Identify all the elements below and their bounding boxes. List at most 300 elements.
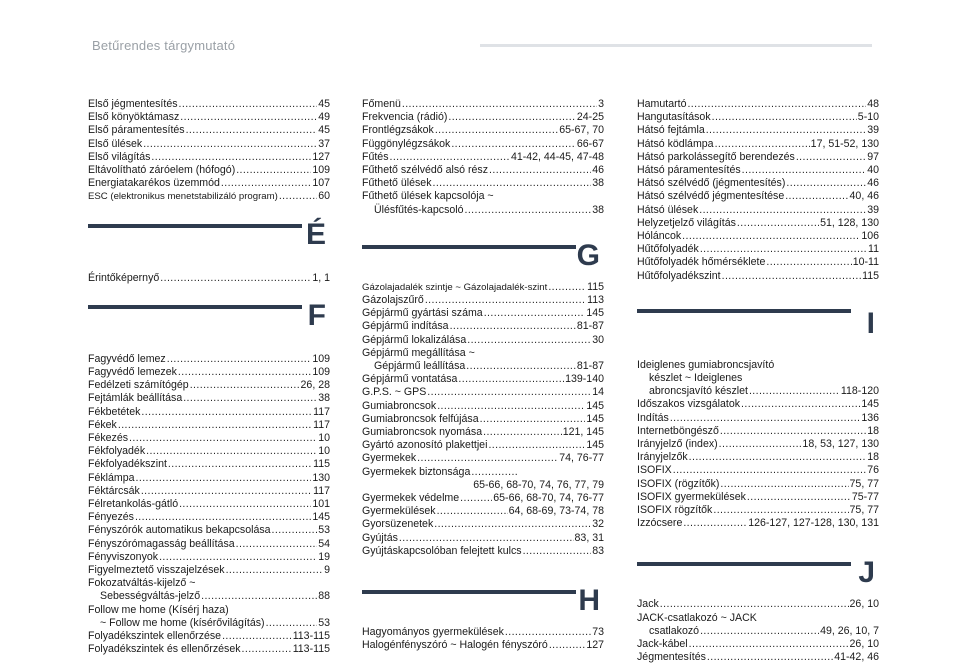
index-entry: [88, 366, 330, 379]
leader-dots: [660, 598, 849, 611]
entry-pages: 145: [586, 307, 604, 320]
entry-group: [362, 98, 604, 190]
index-entry-multiline: [88, 604, 330, 630]
leader-dots: [118, 419, 312, 432]
entry-pages: 17, 51-52, 130: [810, 137, 879, 150]
entry-pages: 117: [313, 405, 330, 418]
entry-pages: 18: [867, 451, 879, 464]
entry-term: Első könyöktámasz: [88, 111, 180, 124]
index-entry: [362, 124, 604, 137]
leader-dots: [448, 111, 576, 124]
index-entry-multiline: [637, 359, 879, 399]
entry-term: Ideiglenes gumiabroncsjavító: [637, 358, 775, 371]
leader-dots: [699, 204, 866, 217]
entry-pages: 53: [318, 616, 330, 629]
entry-term: Gépjármű lokalizálása: [362, 333, 467, 346]
entry-pages: 113-115: [292, 630, 330, 643]
section-letter: F: [307, 298, 326, 332]
entry-term: Gyártó azonosító plakettjei: [362, 439, 488, 452]
index-entry: [88, 564, 330, 577]
index-entry: [637, 464, 879, 477]
index-entry: [88, 353, 330, 366]
leader-dots: [427, 386, 591, 399]
index-entry: [88, 511, 330, 524]
entry-pages: 107: [312, 177, 330, 190]
entry-pages: 26, 28: [300, 379, 330, 392]
leader-dots: [488, 439, 585, 452]
entry-pages: 1, 1: [312, 271, 330, 284]
index-entry: [88, 458, 330, 471]
leader-dots: [700, 625, 819, 638]
entry-pages: 75, 77: [849, 504, 879, 517]
index-entry: [362, 545, 604, 558]
section-letter: I: [866, 306, 875, 340]
entry-group: [88, 353, 330, 577]
entry-pages: 38: [592, 203, 604, 216]
leader-dots: [785, 190, 848, 203]
entry-pages: 30: [592, 333, 604, 346]
section-bar: [88, 305, 302, 309]
leader-dots: [179, 98, 318, 111]
entry-pages: 39: [867, 124, 879, 137]
entry-continuation: [88, 617, 330, 630]
entry-pages: 54: [318, 537, 330, 550]
leader-dots: [786, 177, 866, 190]
entry-term: ESC (elektronikus menetstabilizáló program): [88, 191, 278, 203]
index-entry: [362, 413, 604, 426]
leader-dots: [168, 458, 312, 471]
entry-term: Fűtés: [362, 150, 389, 163]
leader-dots: [484, 307, 586, 320]
entry-pages: 145: [586, 412, 604, 425]
index-entry: [88, 164, 330, 177]
entry-pages: 109: [312, 366, 330, 379]
section-header-g: [362, 227, 604, 279]
entry-term: Gyújtás: [362, 531, 398, 544]
entry-term: Fagyvédő lemez: [88, 352, 166, 365]
entry-pages: 26, 10: [849, 638, 879, 651]
leader-dots: [437, 505, 508, 518]
index-entry: [362, 518, 604, 531]
leader-dots: [434, 518, 591, 531]
leader-dots: [279, 190, 317, 203]
section-header-h: [362, 572, 604, 624]
index-entry: [362, 426, 604, 439]
index-entry: [637, 190, 879, 203]
entry-pages: 126-127, 127-128, 130, 131: [748, 517, 879, 530]
leader-dots: [689, 638, 849, 651]
section-letter: J: [858, 556, 875, 590]
entry-group: [362, 281, 604, 347]
index-entry: [362, 639, 604, 652]
index-entry: [637, 651, 879, 664]
entry-pages: 11: [868, 243, 879, 256]
entry-pages: 83: [592, 544, 604, 557]
index-entry: [362, 334, 604, 347]
entry-pages: 38: [592, 177, 604, 190]
leader-dots: [425, 294, 586, 307]
entry-pages: 117: [313, 484, 330, 497]
header-divider: [480, 44, 872, 47]
section-letter: É: [305, 217, 326, 251]
leader-dots: [766, 256, 851, 269]
index-entry: [362, 505, 604, 518]
leader-dots: [437, 400, 585, 413]
entry-term: Gyermekülések: [362, 505, 436, 518]
leader-dots: [129, 432, 317, 445]
leader-dots: [549, 639, 586, 652]
entry-pages: 49, 26, 10, 7: [820, 624, 879, 637]
entry-pages: 81-87: [576, 360, 604, 373]
leader-dots: [720, 478, 848, 491]
entry-term: Hátsó szélvédő jégmentesítése: [637, 190, 785, 203]
leader-dots: [706, 124, 866, 137]
leader-dots: [713, 504, 848, 517]
leader-dots: [390, 151, 510, 164]
section-bar: [362, 590, 576, 594]
entry-term: Fékezés: [88, 432, 129, 445]
entry-term: Első páramentesítés: [88, 124, 185, 137]
index-entry: [362, 281, 604, 294]
entry-term: Ülésfűtés-kapcsoló: [374, 203, 464, 216]
leader-dots: [160, 272, 311, 285]
leader-dots: [720, 425, 866, 438]
entry-term: ISOFIX rögzítők: [637, 504, 713, 517]
leader-dots: [417, 452, 558, 465]
index-entry: [637, 138, 879, 151]
entry-term: Hangutasítások: [637, 111, 711, 124]
entry-term: Fűthető ülések: [362, 177, 432, 190]
entry-term: Függönylégzsákok: [362, 137, 451, 150]
index-entry: [362, 164, 604, 177]
section-bar: [637, 562, 851, 566]
index-entry-multiline: [88, 577, 330, 603]
index-entry: [637, 151, 879, 164]
index-entry: [637, 230, 879, 243]
index-entry: [362, 320, 604, 333]
page-header-title: Betűrendes tárgymutató: [92, 38, 236, 53]
index-entry: [362, 532, 604, 545]
index-entry: [637, 398, 879, 411]
index-entry: [637, 638, 879, 651]
index-entry: [362, 138, 604, 151]
leader-dots: [458, 373, 564, 386]
entry-pages: 109: [312, 164, 330, 177]
leader-dots: [682, 230, 860, 243]
section-bar: [362, 245, 576, 249]
leader-dots: [700, 243, 867, 256]
index-entry: [88, 524, 330, 537]
section-header-f: [88, 299, 330, 351]
index-entry: [88, 138, 330, 151]
entry-term: Hátsó fejtámla: [637, 124, 705, 137]
index-entry: [637, 111, 879, 124]
entry-pages: 145: [861, 398, 879, 411]
leader-dots: [548, 281, 586, 294]
entry-term: Energiatakarékos üzemmód: [88, 177, 220, 190]
entry-pages: 40: [867, 164, 879, 177]
entry-term: Follow me home (Kísérj haza): [88, 603, 229, 616]
leader-dots: [167, 353, 312, 366]
leader-dots: [159, 551, 317, 564]
leader-dots: [749, 385, 840, 398]
leader-dots: [466, 360, 576, 373]
entry-term: Fényviszonyok: [88, 550, 159, 563]
entry-pages: 130: [312, 471, 330, 484]
entry-term: Gépjármű indítása: [362, 320, 449, 333]
entry-term: Hűtőfolyadék hőmérséklete: [637, 256, 766, 269]
leader-dots: [242, 643, 292, 656]
leader-dots: [226, 564, 324, 577]
entry-pages: 75, 77: [849, 477, 879, 490]
leader-dots: [712, 111, 857, 124]
index-entry: [637, 243, 879, 256]
entry-pages: 32: [592, 518, 604, 531]
entry-continuation: [637, 625, 879, 638]
leader-dots: [480, 413, 586, 426]
entry-term: Fűthető ülések kapcsolója ~: [362, 190, 494, 203]
index-entry: [637, 438, 879, 451]
entry-pages: 145: [586, 399, 604, 412]
entry-term: Hamutartó: [637, 98, 687, 110]
leader-dots: [222, 630, 292, 643]
leader-dots: [707, 651, 833, 664]
entry-term: ISOFIX: [637, 464, 672, 477]
entry-term: készlet ~ Ideiglenes: [649, 372, 743, 385]
entry-term: Féktárcsák: [88, 484, 140, 497]
index-entry: [88, 419, 330, 432]
section-letter: G: [576, 238, 600, 272]
entry-term: ISOFIX (rögzítők): [637, 477, 720, 490]
index-entry: [88, 445, 330, 458]
entry-pages: 65-66, 68-70, 74, 76, 77, 79: [473, 478, 604, 491]
leader-dots: [141, 485, 312, 498]
entry-pages: 65-66, 68-70, 74, 76-77: [493, 492, 604, 505]
index-entry: [637, 177, 879, 190]
entry-term: Izzócsere: [637, 517, 683, 530]
index-entry: [88, 406, 330, 419]
leader-dots: [670, 412, 861, 425]
entry-pages: 51, 128, 130: [820, 216, 879, 229]
leader-dots: [747, 491, 851, 504]
leader-dots: [180, 111, 317, 124]
index-column-3: [637, 98, 879, 665]
entry-term: Hátsó szélvédő (jégmentesítés): [637, 177, 786, 190]
entry-pages: 113-115: [292, 643, 330, 656]
entry-pages: 115: [313, 458, 330, 471]
index-entry: [362, 452, 604, 465]
index-entry: [88, 643, 330, 656]
index-entry: [362, 294, 604, 307]
entry-pages: 81-87: [576, 320, 604, 333]
leader-dots: [483, 426, 562, 439]
index-entry-multiline: [362, 347, 604, 373]
entry-term: Félretankolás-gátló: [88, 498, 179, 511]
entry-pages: 136: [861, 411, 879, 424]
index-entry: [637, 217, 879, 230]
index-entry: [637, 504, 879, 517]
entry-term: Főmenü: [362, 98, 401, 110]
leader-dots: [719, 438, 802, 451]
index-entry-multiline: [362, 190, 604, 216]
entry-term: Sebességváltás-jelző: [100, 590, 201, 603]
index-entry: [88, 272, 330, 285]
entry-group: [88, 630, 330, 656]
section-letter: H: [578, 584, 600, 618]
entry-pages: 46: [592, 164, 604, 177]
entry-pages: 37: [318, 137, 330, 150]
entry-pages: 74, 76-77: [559, 452, 604, 465]
entry-term: Időszakos vizsgálatok: [637, 398, 741, 411]
index-entry: [88, 472, 330, 485]
entry-term: Hűtőfolyadékszint: [637, 269, 721, 282]
leader-dots: [135, 511, 311, 524]
entry-term: Gumiabroncsok nyomása: [362, 426, 483, 439]
entry-term: Hátsó páramentesítés: [637, 164, 741, 177]
entry-pages: 18: [867, 424, 879, 437]
entry-pages: 49: [318, 111, 330, 124]
section-header-e-acute: [88, 218, 330, 270]
entry-pages: 127: [586, 639, 604, 652]
entry-term: Gépjármű leállítása: [374, 360, 466, 373]
index-entry: [362, 400, 604, 413]
entry-pages: 73: [592, 626, 604, 639]
entry-group: [637, 598, 879, 611]
leader-dots: [450, 320, 576, 333]
index-entry: [362, 626, 604, 639]
index-entry: [88, 630, 330, 643]
index-entry: [637, 517, 879, 530]
entry-pages: 121, 145: [562, 426, 604, 439]
index-entry: [637, 124, 879, 137]
entry-term: Gumiabroncsok: [362, 399, 437, 412]
index-entry: [637, 164, 879, 177]
entry-term: JACK-csatlakozó ~ JACK: [637, 611, 757, 624]
entry-pages: 46: [867, 177, 879, 190]
entry-term: G.P.S. ~ GPS: [362, 386, 427, 399]
leader-dots: [715, 138, 810, 151]
index-entry: [637, 598, 879, 611]
entry-term: csatlakozó: [649, 624, 700, 637]
entry-continuation: [88, 590, 330, 603]
entry-term: Irányjelző (index): [637, 438, 718, 451]
leader-dots: [143, 138, 317, 151]
index-entry: [362, 307, 604, 320]
entry-term: Hátsó parkolássegítő berendezés: [637, 150, 795, 163]
entry-term: Első világítás: [88, 150, 151, 163]
entry-term: Hátsó ülések: [637, 203, 699, 216]
entry-term: Gyújtáskapcsolóban felejtett kulcs: [362, 544, 522, 557]
index-entry: [88, 190, 330, 203]
entry-pages: 40, 46: [849, 190, 879, 203]
section-header-i: [637, 305, 879, 357]
entry-group: [637, 398, 879, 530]
index-entry: [362, 177, 604, 190]
entry-continuation: [362, 360, 604, 373]
entry-pages: 115: [862, 269, 879, 282]
entry-term: Érintőképernyő: [88, 271, 160, 284]
entry-term: Gumiabroncsok felfújása: [362, 412, 479, 425]
entry-term: Gyermekek védelme: [362, 492, 460, 505]
entry-pages: 45: [318, 98, 330, 110]
entry-term: Frontlégzsákok: [362, 124, 434, 137]
entry-pages: 139-140: [565, 373, 604, 386]
entry-pages: 127: [312, 150, 330, 163]
entry-pages: 117: [313, 418, 330, 431]
index-entry: [362, 373, 604, 386]
index-entry: [88, 177, 330, 190]
index-entry: [88, 485, 330, 498]
entry-term: Folyadékszintek ellenőrzése: [88, 630, 222, 643]
entry-term: Első ülések: [88, 137, 143, 150]
leader-dots: [505, 626, 591, 639]
entry-pages: 39: [867, 203, 879, 216]
entry-term: Fékek: [88, 418, 117, 431]
index-entry: [362, 111, 604, 124]
index-entry: [88, 498, 330, 511]
index-entry-multiline: [362, 466, 604, 492]
leader-dots: [151, 151, 311, 164]
entry-term: Frekvencia (rádió): [362, 111, 448, 124]
entry-term: Első jégmentesítés: [88, 98, 178, 110]
entry-pages: 145: [312, 511, 330, 524]
index-entry: [637, 412, 879, 425]
entry-pages: 106: [861, 230, 879, 243]
entry-pages: 66-67: [576, 137, 604, 150]
entry-term: Folyadékszintek és ellenőrzések: [88, 643, 241, 656]
entry-term: Gépjármű gyártási száma: [362, 307, 483, 320]
entry-term: Gépjármű vontatása: [362, 373, 458, 386]
leader-dots: [523, 545, 592, 558]
index-entry: [88, 98, 330, 111]
index-entry: [88, 551, 330, 564]
section-header-j: [637, 544, 879, 596]
index-entry: [637, 425, 879, 438]
entry-pages: 5-10: [857, 111, 879, 124]
entry-term: Helyzetjelző világítás: [637, 216, 736, 229]
entry-group: [637, 638, 879, 664]
entry-pages: 115: [587, 280, 604, 293]
entry-continuation: [362, 204, 604, 217]
index-entry: [637, 256, 879, 269]
entry-pages: 45: [318, 124, 330, 137]
leader-dots: [266, 617, 318, 630]
entry-term: Gyermekek biztonsága: [362, 465, 471, 478]
entry-pages: 113: [587, 294, 604, 307]
entry-term: ~ Follow me home (kísérővilágítás): [100, 616, 265, 629]
entry-pages: 14: [592, 386, 604, 399]
entry-term: Gépjármű megállítása ~: [362, 346, 475, 359]
entry-term: Fékfolyadékszint: [88, 458, 167, 471]
entry-pages: 76: [867, 464, 879, 477]
entry-group: [637, 98, 879, 283]
leader-dots: [683, 517, 747, 530]
index-entry: [362, 386, 604, 399]
leader-dots: [687, 98, 866, 111]
entry-term: Halogénfényszóró ~ Halogén fényszóró: [362, 639, 548, 652]
entry-term: Gázolajadalék szintje ~ Gázolajadalék-szint: [362, 281, 548, 293]
entry-pages: 65-67, 70: [559, 124, 604, 137]
leader-dots: [141, 406, 312, 419]
leader-dots: [435, 124, 558, 137]
leader-dots: [489, 164, 591, 177]
index-entry: [637, 478, 879, 491]
index-entry: [362, 492, 604, 505]
entry-term: Fűthető szélvédő alsó rész: [362, 164, 489, 177]
entry-term: ISOFIX gyermekülések: [637, 490, 746, 503]
leader-dots: [433, 177, 592, 190]
index-entry: [88, 379, 330, 392]
